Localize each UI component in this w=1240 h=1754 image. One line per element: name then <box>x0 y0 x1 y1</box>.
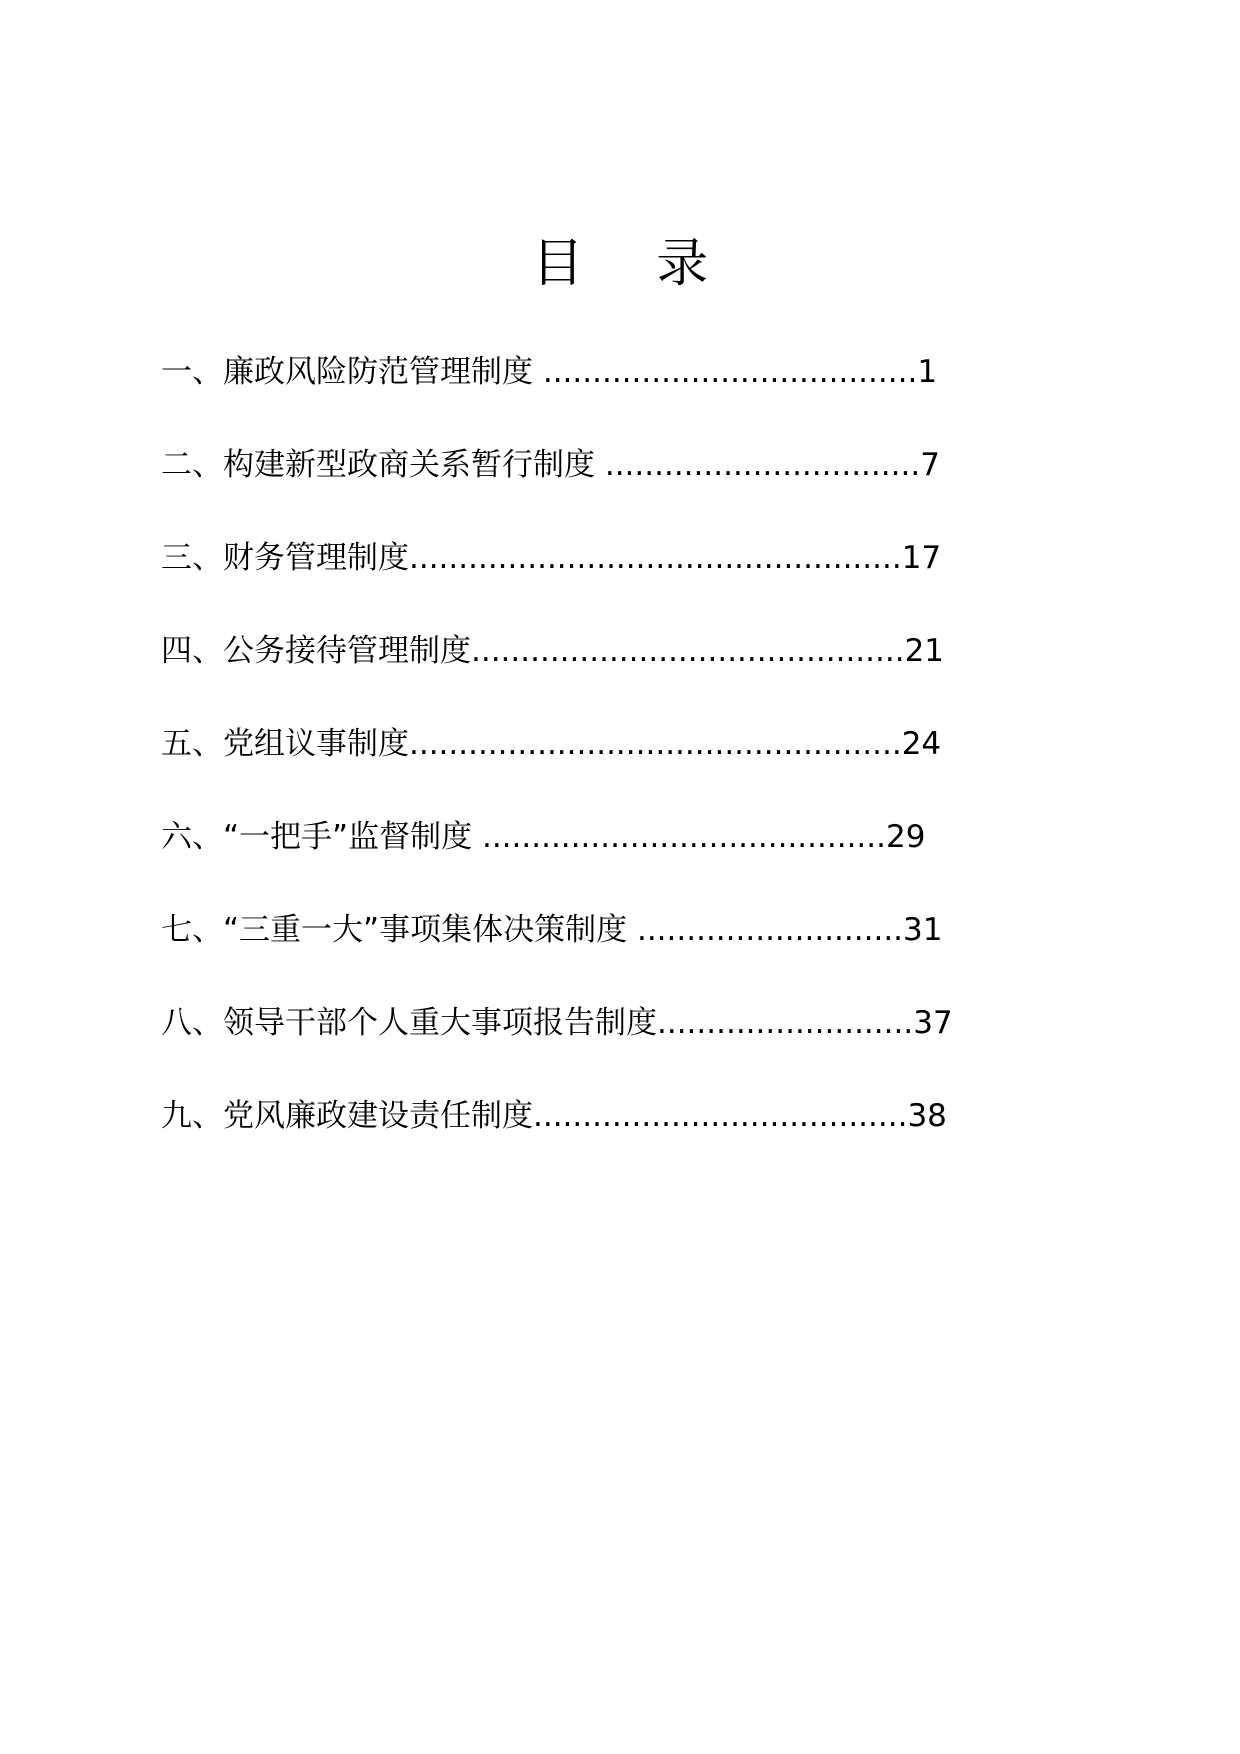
toc-entry-label: 三、财务管理制度 <box>161 540 409 576</box>
toc-entry-label: 二、构建新型政商关系暂行制度 <box>161 447 595 483</box>
toc-entry-page: 24 <box>901 726 942 762</box>
toc-entry-page: 38 <box>907 1098 947 1134</box>
toc-entry-page: 29 <box>886 819 926 855</box>
toc-entry[interactable] <box>161 720 953 813</box>
toc-entry-label: 五、党组议事制度 <box>161 726 409 762</box>
toc-entry[interactable] <box>161 813 953 906</box>
toc-entry-label: 四、公务接待管理制度 <box>161 633 471 669</box>
toc-list <box>161 348 953 1185</box>
toc-entry-leader: ............................................ <box>471 633 905 669</box>
toc-entry-page: 21 <box>904 633 945 669</box>
toc-entry-page: 1 <box>917 354 938 390</box>
toc-entry[interactable] <box>161 1092 953 1185</box>
toc-entry-label: 九、党风廉政建设责任制度 <box>161 1098 533 1134</box>
toc-entry-leader: ......................................... <box>472 819 886 855</box>
toc-entry-page: 7 <box>920 447 940 483</box>
toc-entry-label: 八、领导干部个人重大事项报告制度 <box>161 1005 657 1041</box>
toc-entry-page: 31 <box>903 912 943 948</box>
toc-entry[interactable] <box>161 441 953 534</box>
toc-entry[interactable] <box>161 627 953 720</box>
toc-entry[interactable] <box>161 348 953 441</box>
toc-entry-leader: .................................................. <box>409 540 902 576</box>
toc-entry-leader: ...................................... <box>533 1098 908 1134</box>
toc-entry-label: 六、“一把手”监督制度 <box>161 819 473 855</box>
toc-entry-leader: ........................... <box>627 912 904 948</box>
toc-entry[interactable] <box>161 906 953 999</box>
toc-entry[interactable] <box>161 534 953 627</box>
toc-title: 目 录 <box>531 234 737 294</box>
toc-entry-page: 17 <box>901 540 942 576</box>
toc-entry-label: 七、“三重一大”事项集体决策制度 <box>161 912 628 948</box>
toc-entry-label: 一、廉政风险防范管理制度 <box>161 354 533 390</box>
toc-entry-leader: .......................... <box>657 1005 914 1041</box>
toc-entry-leader: ................................ <box>595 447 921 483</box>
toc-entry-leader: .................................................. <box>409 726 902 762</box>
toc-entry-page: 37 <box>913 1005 953 1041</box>
toc-entry-leader: ...................................... <box>533 354 918 390</box>
toc-entry[interactable] <box>161 999 953 1092</box>
